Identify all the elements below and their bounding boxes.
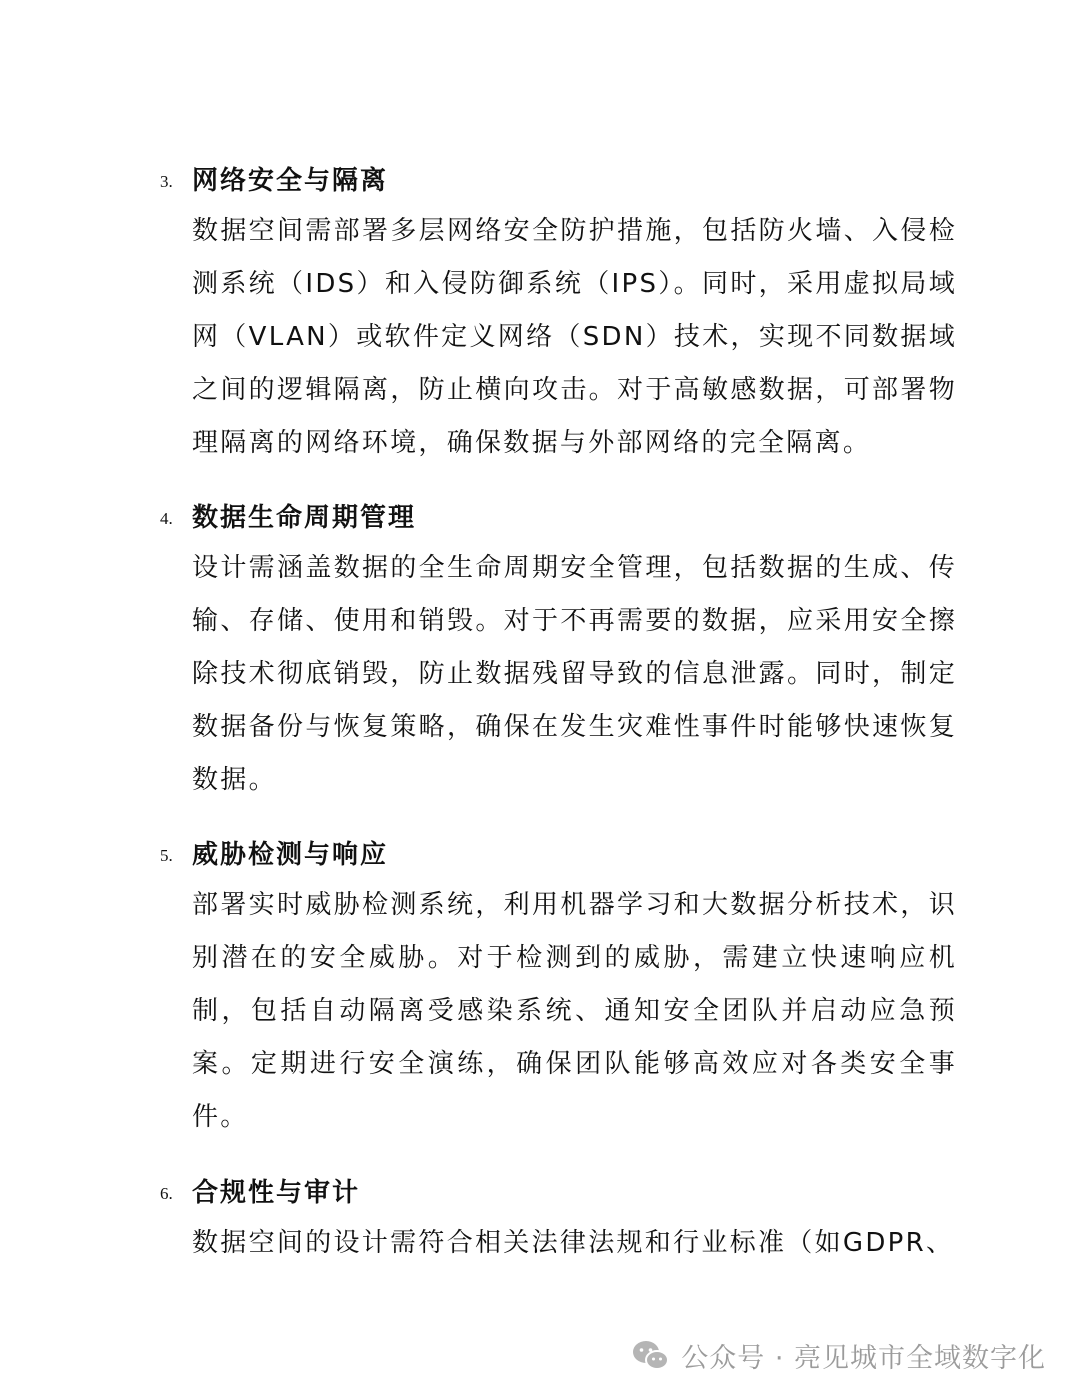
section-number: 3. bbox=[160, 172, 173, 191]
section-number: 6. bbox=[160, 1184, 173, 1203]
section-number: 4. bbox=[160, 509, 173, 528]
section-body: 部署实时威胁检测系统，利用机器学习和大数据分析技术，识别潜在的安全威胁。对于检测到的威胁，需建立快速响应机制，包括自动隔离受感染系统、通知安全团队并启动应急预案。定期进行安全演练，确保团队能够高效应对各类安全事件。 bbox=[192, 890, 957, 1132]
watermark-text: 公众号 · 亮见城市全域数字化 bbox=[681, 1343, 1046, 1374]
section-title: 网络安全与隔离 bbox=[192, 166, 389, 196]
watermark bbox=[631, 1336, 1046, 1375]
section-title: 威胁检测与响应 bbox=[192, 840, 389, 870]
wechat-icon bbox=[631, 1339, 671, 1373]
section-body: 设计需涵盖数据的全生命周期安全管理，包括数据的生成、传输、存储、使用和销毁。对于不再需要的数据，应采用安全擦除技术彻底销毁，防止数据残留导致的信息泄露。同时，制定数据备份与恢复策略，确保在发生灾难性事件时能够快速恢复数据。 bbox=[192, 553, 957, 795]
section-number: 5. bbox=[160, 846, 173, 865]
section-title: 数据生命周期管理 bbox=[192, 503, 417, 533]
section-body: 数据空间的设计需符合相关法律法规和行业标准（如GDPR、 bbox=[192, 1228, 955, 1258]
section-body: 数据空间需部署多层网络安全防护措施，包括防火墙、入侵检测系统（IDS）和入侵防御系统（IPS）。同时，采用虚拟局域网（VLAN）或软件定义网络（SDN）技术，实现不同数据域之间的逻辑隔离，防止横向攻击。对于高敏感数据，可部署物理隔离的网络环境，确保数据与外部网络的完全隔离。 bbox=[192, 216, 957, 458]
section-title: 合规性与审计 bbox=[192, 1178, 361, 1208]
